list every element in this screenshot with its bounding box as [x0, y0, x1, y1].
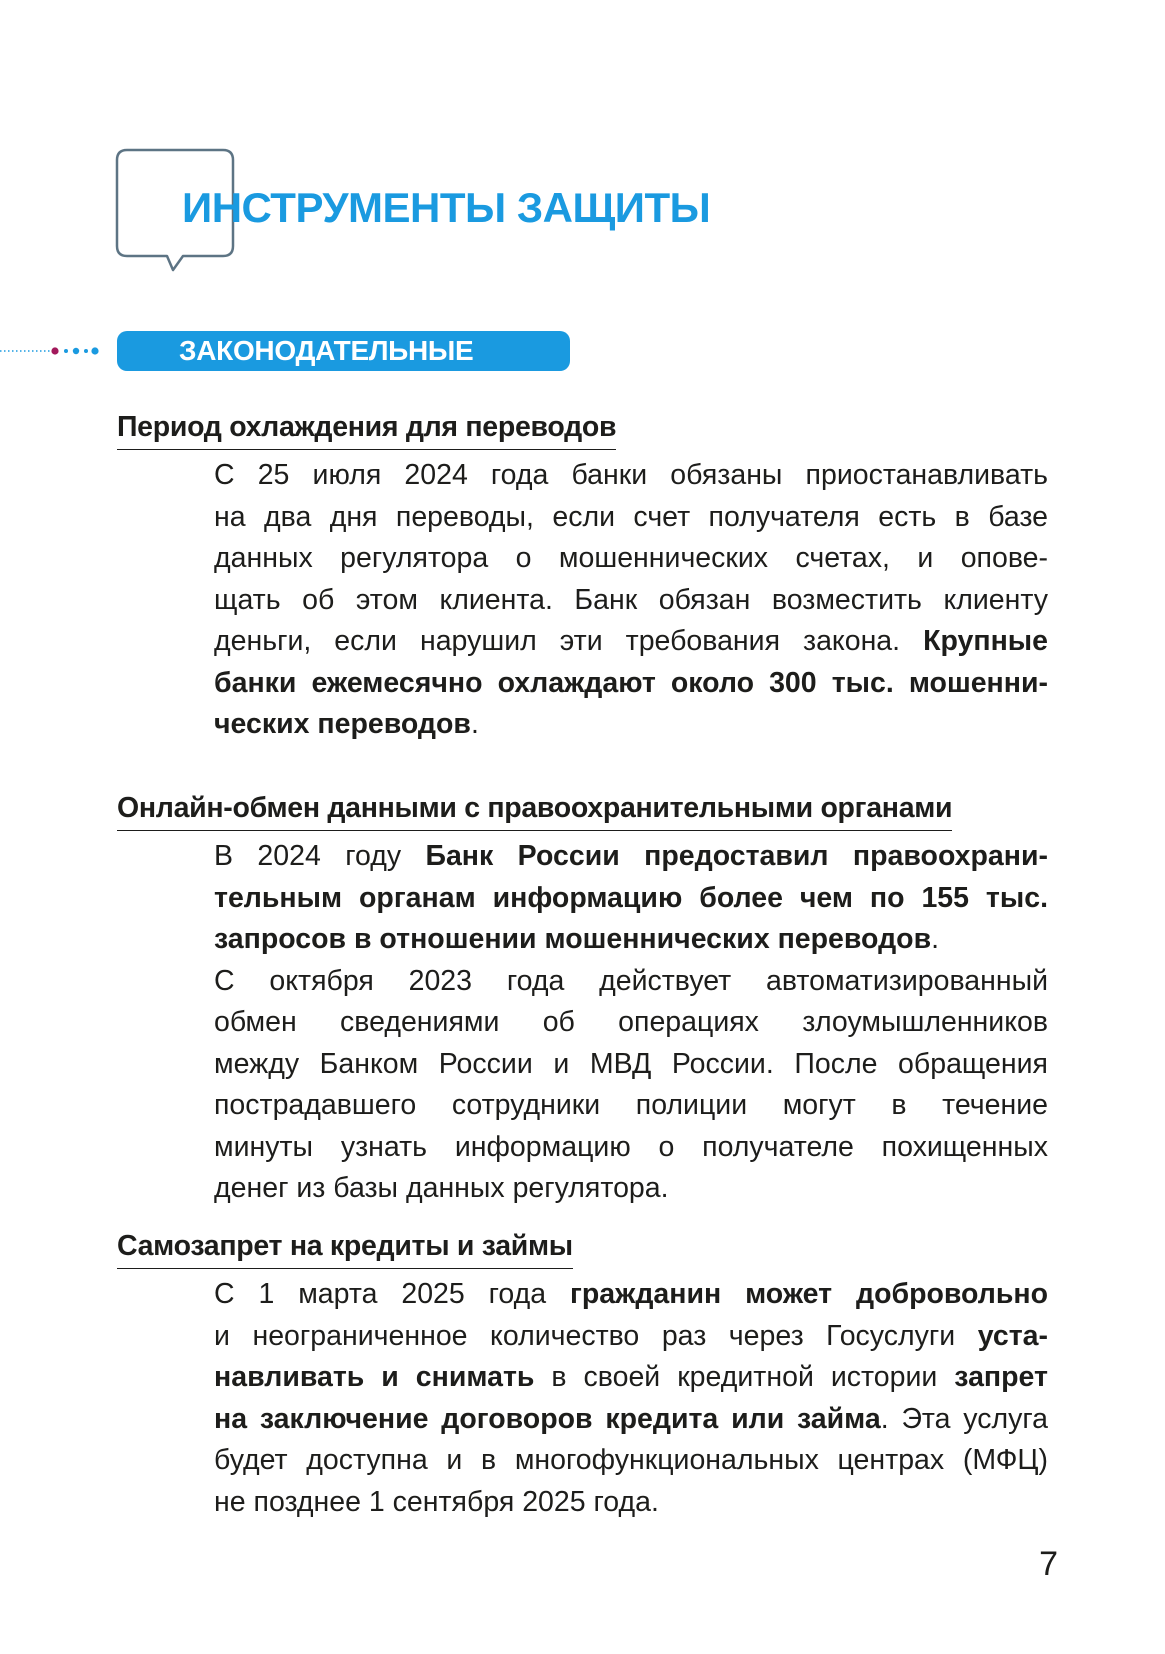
bold-text: уста-	[977, 1319, 1048, 1352]
text-run: обмен сведениями об операциях злоумышленников	[214, 1006, 1048, 1038]
text-run: .	[470, 708, 479, 740]
text-run: будет доступна и в многофункциональных центрах (МФЦ)	[214, 1444, 1048, 1476]
section-heading-cooling-period: Период охлаждения для переводов	[117, 409, 616, 450]
text-run: . Эта услуга	[880, 1402, 1048, 1435]
bold-text: навливать и снимать	[214, 1361, 535, 1393]
text-run: щать об этом клиента. Банк обязан возместить клиенту	[214, 583, 1048, 616]
body-line	[214, 1399, 1048, 1441]
text-run: С октября 2023 года действует автоматизированный	[214, 964, 1048, 997]
bold-text: запросов в отношении мошеннических переводов	[214, 923, 932, 955]
body-line	[214, 1002, 1048, 1044]
category-badge: ЗАКОНОДАТЕЛЬНЫЕ	[117, 331, 570, 371]
text-run: С 25 июля 2024 года банки обязаны приостанавливать	[214, 459, 1048, 491]
body-line	[214, 1357, 1048, 1399]
body-line	[214, 538, 1048, 580]
body-line	[214, 1044, 1048, 1086]
body-line	[214, 663, 1048, 705]
body-line	[214, 836, 1048, 878]
section-heading-credit-ban: Самозапрет на кредиты и займы	[117, 1228, 573, 1269]
body-line	[214, 621, 1048, 663]
bold-text: Банк России предоставил правоохрани-	[425, 840, 1048, 872]
bold-text: гражданин может добровольно	[569, 1278, 1048, 1310]
text-run: на два дня переводы, если счет получателя есть в базе	[214, 500, 1048, 533]
body-line	[214, 1085, 1048, 1127]
body-line	[214, 1127, 1048, 1169]
dotted-line-decoration	[0, 341, 110, 361]
body-line	[214, 580, 1048, 622]
body-line	[214, 497, 1048, 539]
body-line	[214, 704, 1048, 746]
body-line	[214, 961, 1048, 1003]
section-body-credit-ban	[214, 1274, 1048, 1523]
body-line	[214, 1168, 1048, 1210]
section-heading-data-exchange: Онлайн-обмен данными с правоохранительными органами	[117, 790, 952, 831]
body-line	[214, 919, 1048, 961]
page-title: ИНСТРУМЕНТЫ ЗАЩИТЫ	[182, 184, 711, 231]
text-run: С 1 марта 2025 года	[214, 1278, 570, 1310]
bold-text: Крупные	[923, 625, 1048, 657]
bold-text: ческих переводов	[214, 708, 471, 740]
text-run: между Банком России и МВД России. После обращения	[214, 1047, 1048, 1080]
text-run: деньги, если нарушил эти требования закона.	[214, 625, 924, 657]
section-body-data-exchange	[214, 836, 1048, 1210]
bold-text: на заключение договоров кредита или займа	[214, 1402, 881, 1435]
text-run: пострадавшего сотрудники полиции могут в течение	[214, 1089, 1048, 1121]
section-body-cooling-period	[214, 455, 1048, 746]
text-run: денег из базы данных регулятора.	[214, 1172, 669, 1204]
bold-text: банки ежемесячно охлаждают около 300 тыс. мошенни-	[214, 666, 1048, 699]
text-run: и неограниченное количество раз через Госуслуги	[214, 1319, 978, 1352]
text-run: данных регулятора о мошеннических счетах, и опове-	[214, 542, 1048, 574]
body-line	[214, 1440, 1048, 1482]
body-line	[214, 455, 1048, 497]
body-line	[214, 878, 1048, 920]
text-run: в своей кредитной истории	[534, 1361, 955, 1393]
text-run: .	[931, 923, 940, 955]
bold-text: тельным органам информацию более чем по 155 тыс.	[214, 881, 1048, 914]
text-run: В 2024 году	[214, 840, 426, 872]
bold-text: запрет	[954, 1361, 1048, 1393]
text-run: минуты узнать информацию о получателе похищенных	[214, 1130, 1048, 1163]
page-number: 7	[1039, 1545, 1058, 1583]
body-line	[214, 1482, 1048, 1524]
body-line	[214, 1274, 1048, 1316]
text-run: не позднее 1 сентября 2025 года.	[214, 1485, 659, 1518]
body-line	[214, 1316, 1048, 1358]
